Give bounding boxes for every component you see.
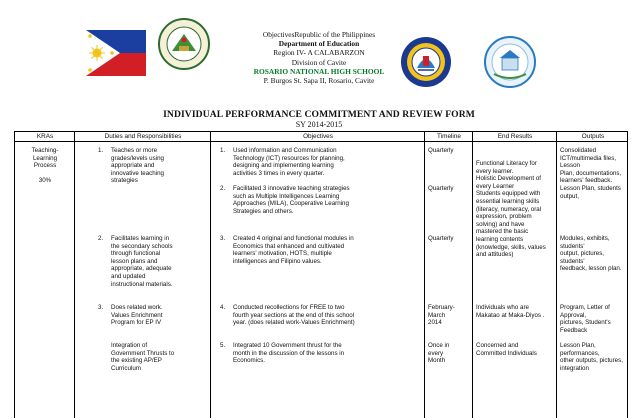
header-department: Department of Education xyxy=(278,39,360,49)
document-header xyxy=(0,0,638,110)
header-outputs: Outputs xyxy=(581,133,605,140)
objective-line: Used information and Communication xyxy=(233,147,337,154)
end-result-item xyxy=(476,304,556,319)
output-item xyxy=(560,304,628,334)
objective-item xyxy=(233,342,423,365)
duty-line: Does related work. xyxy=(111,304,163,311)
duty-line: instructional materials. xyxy=(111,280,173,288)
end-result-line: Concerned and xyxy=(476,342,519,349)
ipcrf-table xyxy=(14,131,628,418)
end-result-line: (literacy, numeracy, oral xyxy=(476,205,542,213)
duty-line: the secondary schools xyxy=(111,242,173,250)
timeline-item xyxy=(428,235,472,243)
objective-line: Strategies and others. xyxy=(233,207,294,215)
kra-line: Process xyxy=(33,162,57,170)
duty-line: grades/levels using xyxy=(111,154,164,162)
output-line: output, pictures, students' xyxy=(560,250,605,265)
school-year: SY 2014-2015 xyxy=(295,120,343,129)
objective-line: Conducted recollections for FREE to two xyxy=(233,304,345,311)
objective-line: Economics that enhanced and cultivated xyxy=(233,242,345,250)
timeline-item xyxy=(428,304,472,327)
header-objectives: Objectives xyxy=(303,133,333,140)
header-kras: KRAs xyxy=(36,133,54,140)
output-line: output, xyxy=(560,192,579,200)
output-line: Plan, documentations, xyxy=(560,169,622,177)
output-item xyxy=(560,342,628,372)
timeline-line: 2014 xyxy=(428,319,442,327)
rosario-school-seal-icon xyxy=(158,18,210,70)
duty-line: Integration of xyxy=(111,342,148,349)
table-header-row xyxy=(15,132,627,142)
header-duties: Duties and Responsibilities xyxy=(104,133,182,140)
end-result-line: learning contents xyxy=(476,235,524,243)
header-text-block xyxy=(214,30,424,85)
duty-line: Curriculum xyxy=(111,364,141,372)
objective-item xyxy=(233,147,423,177)
objective-number: 1. xyxy=(220,147,226,154)
objective-line: learners' motivation, HOTS, multiple xyxy=(233,250,332,258)
objective-line: Integrated 10 Government thrust for the xyxy=(233,342,342,349)
objective-line: activities 3 times in every quarter. xyxy=(233,169,325,177)
output-line: other outputs, pictures, xyxy=(560,357,623,365)
end-result-item xyxy=(476,160,556,259)
output-line: Lesson Plan, performances, xyxy=(560,342,600,357)
header-line-1: ObjectivesRepublic of the Philippines xyxy=(262,30,376,39)
kra-line: Learning xyxy=(32,154,58,162)
objective-item xyxy=(233,185,423,215)
kra-spacer xyxy=(15,170,75,178)
end-result-line: Individuals who are xyxy=(476,304,529,311)
end-result-line: Committed Individuals xyxy=(476,349,537,357)
end-result-line: Makatao at Maka-Diyos . xyxy=(476,311,545,319)
kra-weight: 30% xyxy=(38,177,52,185)
duty-number: 3. xyxy=(98,304,104,311)
duty-line: Facilitates learning in xyxy=(111,235,170,242)
objective-line: year. (does related work-Values Enrichment) xyxy=(233,319,355,327)
header-region: Region IV- A CALABARZON xyxy=(273,48,365,58)
end-result-line: Students equipped with xyxy=(476,190,541,198)
column-timeline xyxy=(425,132,473,418)
duty-line: innovative teaching xyxy=(111,169,164,177)
header-address: P. Burgos St. Sapa II, Rosario, Cavite xyxy=(263,76,375,86)
end-result-line: solving) and have xyxy=(476,220,525,228)
end-result-line: Functional Literacy for xyxy=(476,160,537,167)
duty-line: appropriate, adequate xyxy=(111,265,172,273)
timeline-line: Quarterly xyxy=(428,147,454,154)
output-line: Consolidated xyxy=(560,147,597,154)
timeline-item xyxy=(428,147,472,155)
output-line: Lesson Plan, students xyxy=(560,184,621,192)
output-line: integration xyxy=(560,364,589,372)
timeline-line: every xyxy=(428,349,444,357)
header-school-name: ROSARIO NATIONAL HIGH SCHOOL xyxy=(253,66,385,76)
timeline-line: March xyxy=(428,311,446,319)
output-line: learners' feedback. xyxy=(560,177,613,185)
duty-item xyxy=(111,342,209,372)
header-division: Division of Cavite xyxy=(291,57,347,67)
philippine-flag-icon xyxy=(86,30,146,76)
output-line: Program, Letter of Approval, xyxy=(560,304,610,319)
end-result-line: mastered the basic xyxy=(476,228,529,236)
end-result-line: and attitudes) xyxy=(476,251,514,259)
timeline-item xyxy=(428,342,472,365)
output-item xyxy=(560,235,628,273)
objective-line: such as Multiple Intelligences Learning xyxy=(233,192,340,200)
end-result-line: (knowledge, skills, values xyxy=(476,243,546,251)
timeline-line: Month xyxy=(428,357,446,365)
objective-line: intelligences and Filipino values. xyxy=(233,257,322,265)
objective-line: Approaches (MILA), Cooperative Learning xyxy=(233,200,349,208)
objective-line: Created 4 original and functional modules in xyxy=(233,235,354,242)
end-result-line: Holistic Development of xyxy=(476,175,541,183)
output-line: feedback, lesson plan. xyxy=(560,265,622,273)
duty-item xyxy=(111,235,209,288)
objective-line: designing and implementing learning xyxy=(233,162,334,170)
timeline-item xyxy=(428,185,472,193)
duty-line: Values Enrichment xyxy=(111,311,163,319)
deped-seal-icon xyxy=(484,36,536,88)
timeline-line: Quarterly xyxy=(428,235,454,242)
duty-number: 2. xyxy=(98,235,104,242)
objective-number: 2. xyxy=(220,185,226,192)
objective-line: fourth year sections at the end of this school xyxy=(233,311,355,319)
end-result-line: expression, problem xyxy=(476,213,532,221)
output-item xyxy=(560,147,628,200)
header-end-results: End Results xyxy=(497,133,533,140)
kra-line: Teaching- xyxy=(31,147,59,154)
objective-line: Technology (ICT) resources for planning, xyxy=(233,154,345,162)
objective-number: 4. xyxy=(220,304,226,311)
end-result-line: every learner. xyxy=(476,167,514,175)
end-result-line: essential learning skills xyxy=(476,197,540,205)
objective-line: Economics. xyxy=(233,357,265,365)
objective-item xyxy=(233,304,423,327)
timeline-line: Once in xyxy=(428,342,450,349)
form-title: INDIVIDUAL PERFORMANCE COMMITMENT AND REVIEW FORM xyxy=(163,109,475,120)
duty-line: Teaches or more xyxy=(111,147,158,154)
end-result-line: every Learner xyxy=(476,182,515,190)
duty-line: lesson plans and xyxy=(111,257,158,265)
objective-number: 3. xyxy=(220,235,226,242)
end-result-item xyxy=(476,342,556,357)
output-line: pictures, Student's Feedback xyxy=(560,319,611,334)
objective-line: month in the discussion of the lessons in xyxy=(233,349,345,357)
kra-cell xyxy=(15,147,75,185)
header-timeline: Timeline xyxy=(437,133,461,140)
timeline-line: February- xyxy=(428,304,455,311)
output-line: Modules, exhibits, students' xyxy=(560,235,610,250)
duty-line: Program for EP IV xyxy=(111,319,162,327)
duty-line: and updated xyxy=(111,272,146,280)
objective-item xyxy=(233,235,423,265)
duty-line: Government Thrusts to xyxy=(111,349,175,357)
objective-number: 5. xyxy=(220,342,226,349)
timeline-line: Quarterly xyxy=(428,185,454,192)
duty-line: the existing AP/EP xyxy=(111,357,162,365)
duty-line: appropriate and xyxy=(111,162,155,170)
duty-item xyxy=(111,304,209,327)
duty-number: 1. xyxy=(98,147,104,154)
output-line: ICT/multimedia files, Lesson xyxy=(560,154,617,170)
duty-item xyxy=(111,147,209,185)
objective-line: Facilitated 3 innovative teaching strategies xyxy=(233,185,350,192)
duty-line: through functional xyxy=(111,250,161,258)
duty-line: strategies xyxy=(111,177,138,185)
